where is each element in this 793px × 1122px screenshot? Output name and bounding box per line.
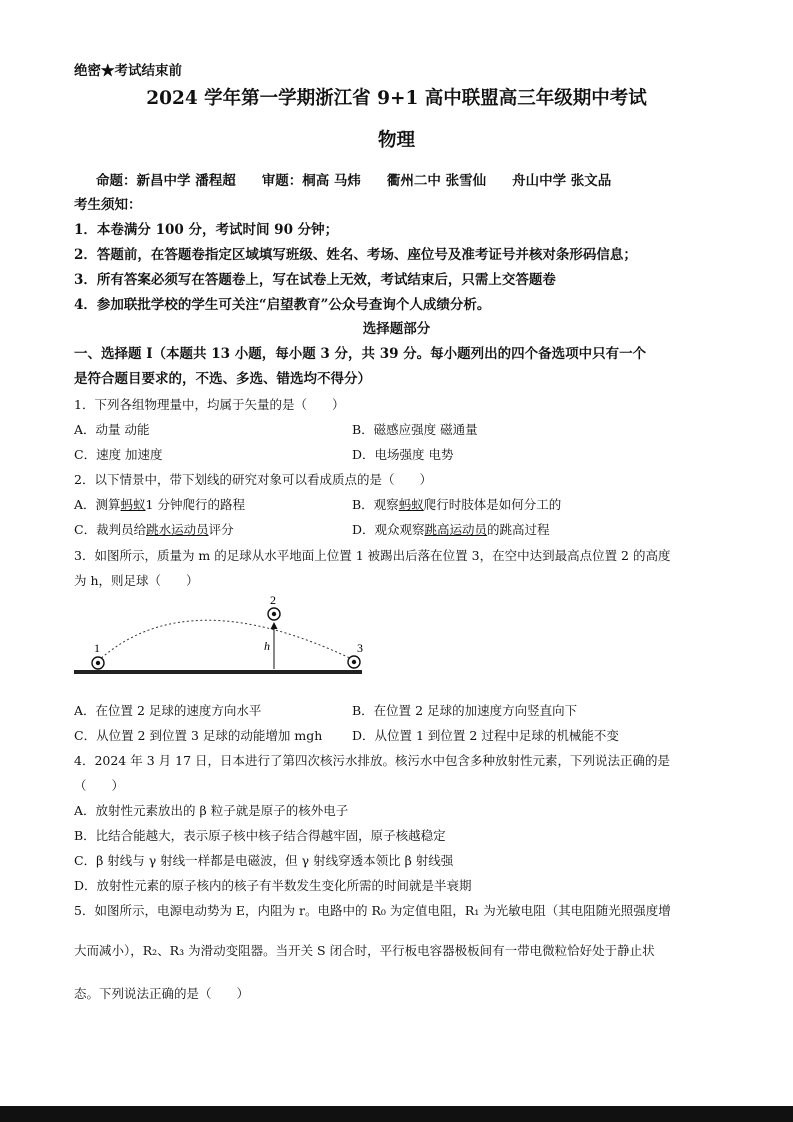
reviewer-2: 衢州二中 张雪仙 — [386, 173, 487, 189]
q2-stem: 2．以下情景中，带下划线的研究对象可以看成质点的是（ ） — [74, 472, 432, 487]
reviewer-1: 审题：桐高 马炜 — [261, 173, 361, 189]
q1-stem: 1．下列各组物理量中，均属于矢量的是（ ） — [74, 397, 345, 412]
authors-line — [96, 172, 637, 190]
football-trajectory-figure — [70, 592, 370, 687]
section-title: 选择题部分 — [362, 321, 431, 337]
q1-option-d: D．电场强度 电势 — [352, 447, 454, 462]
q1-option-a: A．动量 动能 — [74, 422, 150, 437]
q4-stem: 4．2024 年 3 月 17 日，日本进行了第四次核污水排放。核污水中包含多种放射性元素，下列说法正确的是 — [74, 753, 670, 768]
underlined-subject: 蚂蚁 — [120, 497, 146, 512]
ground-line — [74, 670, 362, 674]
q3-stem: 3．如图所示，质量为 m 的足球从水平地面上位置 1 被踢出后落在位置 3，在空中达到最高点位置 2 的高度 — [74, 548, 671, 563]
label-1: 1 — [94, 641, 100, 655]
underlined-subject: 蚂蚁 — [398, 497, 424, 512]
q1-option-c: C．速度 加速度 — [74, 447, 163, 462]
notice-item: 4．参加联批学校的学生可关注“启望教育”公众号查询个人成绩分析。 — [74, 297, 491, 313]
notice-item: 2．答题前，在答题卷指定区域填写班级、姓名、考场、座位号及准考证号并核对条形码信息； — [74, 247, 637, 263]
subject-title: 物理 — [377, 130, 415, 151]
notice-heading: 考生须知： — [74, 197, 142, 213]
confidential-label: 绝密★考试结束前 — [74, 63, 182, 79]
q4-option-c: C．β 射线与 γ 射线一样都是电磁波，但 γ 射线穿透本领比 β 射线强 — [74, 853, 454, 868]
q3-stem-cont: 为 h，则足球（ ） — [74, 573, 199, 588]
q3-option-d: D．从位置 1 到位置 2 过程中足球的机械能不变 — [352, 728, 619, 743]
label-3: 3 — [357, 641, 363, 655]
label-2: 2 — [270, 593, 276, 607]
notice-item: 3．所有答案必须写在答题卷上，写在试卷上无效，考试结束后，只需上交答题卷 — [74, 272, 556, 288]
q4-option-a: A．放射性元素放出的 β 粒子就是原子的核外电子 — [74, 803, 349, 818]
reviewer-3: 舟山中学 张文品 — [512, 173, 612, 189]
q3-option-c: C．从位置 2 到位置 3 足球的动能增加 mgh — [74, 728, 323, 743]
q2-option-b: B．观察蚂蚁爬行时肢体是如何分工的 — [352, 497, 562, 512]
q4-option-d: D．放射性元素的原子核内的核子有半数发生变化所需的时间就是半衰期 — [74, 878, 472, 893]
q5-stem-cont: 态。下列说法正确的是（ ） — [74, 986, 250, 1001]
trajectory-curve — [98, 620, 354, 661]
q4-option-b: B．比结合能越大，表示原子核中核子结合得越牢固，原子核越稳定 — [74, 828, 446, 843]
underlined-subject: 跳水运动员 — [146, 522, 209, 537]
q5-stem-cont: 大而减小），R₂、R₃ 为滑动变阻器。当开关 S 闭合时，平行板电容器极板间有一带电微粒恰好处于静止状 — [74, 943, 655, 958]
q4-stem-cont: （ ） — [74, 778, 125, 793]
q3-option-b: B．在位置 2 足球的加速度方向竖直向下 — [352, 703, 578, 718]
exam-title: 2024 学年第一学期浙江省 9+1 高中联盟高三年级期中考试 — [146, 88, 647, 109]
q5-stem: 5．如图所示，电源电动势为 E，内阻为 r。电路中的 R₀ 为定值电阻，R₁ 为光敏电阻（其电阻随光照强度增 — [74, 903, 671, 918]
q1-option-b: B．磁感应强度 磁通量 — [352, 422, 478, 437]
notice-item: 1．本卷满分 100 分，考试时间 90 分钟； — [74, 222, 339, 238]
proposer: 命题：新昌中学 潘程超 — [96, 173, 236, 189]
page-bottom-bar — [0, 1106, 793, 1122]
q2-option-c: C．裁判员给跳水运动员评分 — [74, 522, 234, 537]
section-intro: 一、选择题 I（本题共 13 小题，每小题 3 分，共 39 分。每小题列出的四个备选项中只有一个 — [74, 346, 647, 362]
underlined-subject: 跳高运动员 — [424, 522, 488, 537]
label-h: h — [264, 639, 270, 653]
q2-option-d: D．观众观察跳高运动员的跳高过程 — [352, 522, 550, 537]
section-intro-cont: 是符合题目要求的，不选、多选、错选均不得分） — [74, 371, 371, 387]
q2-option-a: A．测算蚂蚁1 分钟爬行的路程 — [74, 497, 245, 512]
q3-option-a: A．在位置 2 足球的速度方向水平 — [74, 703, 262, 718]
